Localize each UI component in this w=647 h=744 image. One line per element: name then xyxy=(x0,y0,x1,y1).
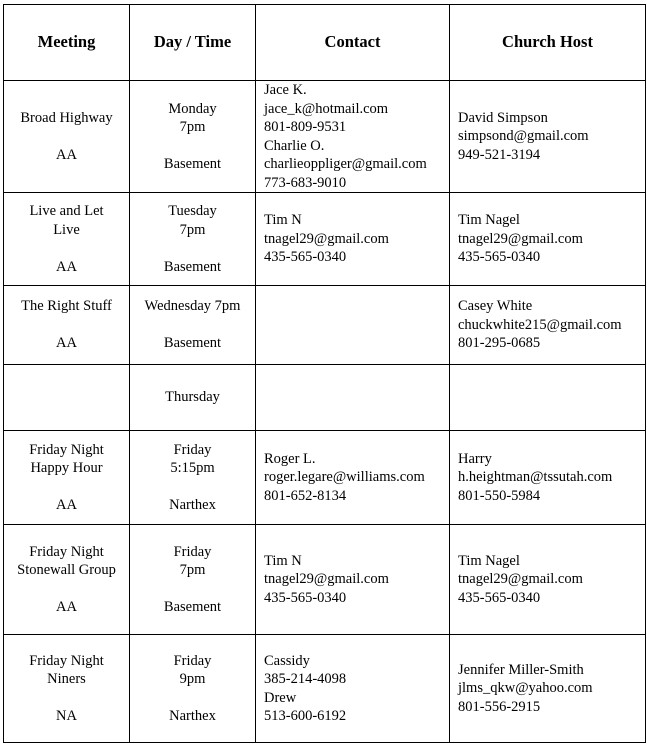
church-host-line: 435-565-0340 xyxy=(458,249,541,266)
line-gap xyxy=(8,239,125,258)
meeting-line: The Right Stuff xyxy=(21,298,112,315)
day-time-line: Basement xyxy=(163,156,222,172)
contact-line: tnagel29@gmail.com xyxy=(264,571,389,588)
church-host-cell xyxy=(450,286,646,365)
line-gap xyxy=(134,689,251,708)
table-row xyxy=(4,193,646,286)
church-host-line: chuckwhite215@gmail.com xyxy=(458,316,622,333)
day-time-line: Basement xyxy=(163,258,222,275)
contact-line: 435-565-0340 xyxy=(264,249,347,266)
contact-cell xyxy=(256,431,450,525)
day-time-line: Friday xyxy=(173,543,212,560)
line-gap xyxy=(8,478,125,497)
meeting-line: AA xyxy=(56,146,77,163)
church-host-cell xyxy=(450,193,646,286)
line-gap xyxy=(8,316,125,335)
church-host-cell xyxy=(450,81,646,193)
table-row xyxy=(4,635,646,743)
church-host-line: Tim Nagel xyxy=(458,212,520,229)
meeting-line: Happy Hour xyxy=(30,460,103,476)
contact-cell xyxy=(256,365,450,431)
line-gap xyxy=(134,316,251,335)
contact-line: jace_k@hotmail.com xyxy=(264,100,389,117)
contact-line: 801-652-8134 xyxy=(264,487,347,504)
church-host-cell xyxy=(450,365,646,431)
church-host-cell xyxy=(450,635,646,743)
contact-line: Jace K. xyxy=(264,82,307,98)
church-host-line: simpsond@gmail.com xyxy=(458,128,589,145)
meeting-cell xyxy=(4,81,130,193)
table-row xyxy=(4,525,646,635)
table-row xyxy=(4,431,646,525)
contact-line: Charlie O. xyxy=(264,137,325,154)
line-gap xyxy=(8,127,125,146)
day-time-cell xyxy=(130,81,256,193)
meeting-line: Live xyxy=(53,221,80,238)
meeting-cell xyxy=(4,635,130,743)
church-host-line: Tim Nagel xyxy=(458,552,520,569)
church-host-line: Jennifer Miller-Smith xyxy=(458,661,584,678)
contact-line: Tim N xyxy=(264,552,302,569)
church-host-cell xyxy=(450,431,646,525)
day-time-cell xyxy=(130,365,256,431)
contact-line: tnagel29@gmail.com xyxy=(264,230,389,247)
header-church-host: Church Host xyxy=(450,5,646,81)
day-time-line: 7pm xyxy=(179,119,206,135)
contact-line: Drew xyxy=(264,689,297,706)
meeting-line: Friday Night xyxy=(29,652,104,669)
church-host-line: 801-556-2915 xyxy=(458,698,541,715)
day-time-cell xyxy=(130,431,256,525)
meeting-line: Live and Let xyxy=(29,203,104,219)
meeting-schedule-table xyxy=(3,4,646,743)
day-time-line: Basement xyxy=(163,335,222,352)
contact-line: 513-600-6192 xyxy=(264,708,347,724)
header-row xyxy=(4,5,646,81)
contact-cell xyxy=(256,525,450,635)
table-body xyxy=(4,81,646,743)
church-host-line: David Simpson xyxy=(458,109,548,126)
day-time-cell xyxy=(130,635,256,743)
line-gap xyxy=(8,580,125,599)
day-time-line: Wednesday 7pm xyxy=(144,298,241,315)
contact-line: roger.legare@williams.com xyxy=(264,469,425,486)
table-row xyxy=(4,81,646,193)
table-row xyxy=(4,365,646,431)
contact-line: Tim N xyxy=(264,212,302,229)
meeting-line: Broad Highway xyxy=(20,109,113,126)
church-host-line: 435-565-0340 xyxy=(458,589,541,606)
day-time-line: Narthex xyxy=(169,497,216,513)
day-time-line: Friday xyxy=(173,652,212,669)
meeting-line: AA xyxy=(56,335,77,352)
day-time-line: 5:15pm xyxy=(170,460,215,476)
table-row xyxy=(4,286,646,365)
day-time-cell xyxy=(130,193,256,286)
contact-line: 801-809-9531 xyxy=(264,119,347,135)
day-time-line: Thursday xyxy=(165,389,220,406)
church-host-line: h.heightman@tssutah.com xyxy=(458,469,613,486)
meeting-line: Niners xyxy=(47,671,86,687)
church-host-line: 949-521-3194 xyxy=(458,146,541,163)
header-meeting: Meeting xyxy=(4,5,130,81)
meeting-line: NA xyxy=(56,708,77,724)
church-host-line: Casey White xyxy=(458,298,533,315)
church-host-line: 801-295-0685 xyxy=(458,335,541,352)
line-gap xyxy=(134,478,251,497)
contact-line: 435-565-0340 xyxy=(264,589,347,606)
meeting-cell xyxy=(4,431,130,525)
day-time-line: Friday xyxy=(173,441,212,458)
meeting-line: Friday Night xyxy=(29,441,104,458)
day-time-cell xyxy=(130,286,256,365)
contact-line: charlieoppliger@gmail.com xyxy=(264,156,427,172)
day-time-line: 7pm xyxy=(179,221,206,238)
meeting-line: AA xyxy=(56,497,77,513)
line-gap xyxy=(134,239,251,258)
line-gap xyxy=(134,580,251,599)
day-time-line: 9pm xyxy=(179,671,206,687)
day-time-line: Basement xyxy=(163,599,222,615)
contact-line: Cassidy xyxy=(264,652,310,669)
contact-line: 773-683-9010 xyxy=(264,174,347,191)
meeting-cell xyxy=(4,365,130,431)
church-host-line: 801-550-5984 xyxy=(458,487,541,504)
day-time-line: 7pm xyxy=(179,562,206,578)
line-gap xyxy=(8,689,125,708)
header-contact: Contact xyxy=(256,5,450,81)
day-time-line: Narthex xyxy=(169,708,216,724)
meeting-cell xyxy=(4,193,130,286)
church-host-line: Harry xyxy=(458,450,492,467)
day-time-line: Monday xyxy=(168,100,217,117)
contact-line: 385-214-4098 xyxy=(264,671,347,687)
meeting-line: AA xyxy=(56,258,77,275)
line-gap xyxy=(134,137,251,156)
day-time-line: Tuesday xyxy=(168,203,217,219)
meeting-cell xyxy=(4,286,130,365)
meeting-line: AA xyxy=(56,599,77,615)
meeting-line: Friday Night xyxy=(29,543,104,560)
contact-line: Roger L. xyxy=(264,450,316,467)
church-host-line: jlms_qkw@yahoo.com xyxy=(458,680,593,697)
contact-cell xyxy=(256,81,450,193)
contact-cell xyxy=(256,635,450,743)
church-host-line: tnagel29@gmail.com xyxy=(458,230,583,247)
contact-cell xyxy=(256,286,450,365)
meeting-line: Stonewall Group xyxy=(17,562,116,578)
header-day-time: Day / Time xyxy=(130,5,256,81)
day-time-cell xyxy=(130,525,256,635)
church-host-cell xyxy=(450,525,646,635)
contact-cell xyxy=(256,193,450,286)
meeting-cell xyxy=(4,525,130,635)
church-host-line: tnagel29@gmail.com xyxy=(458,571,583,588)
